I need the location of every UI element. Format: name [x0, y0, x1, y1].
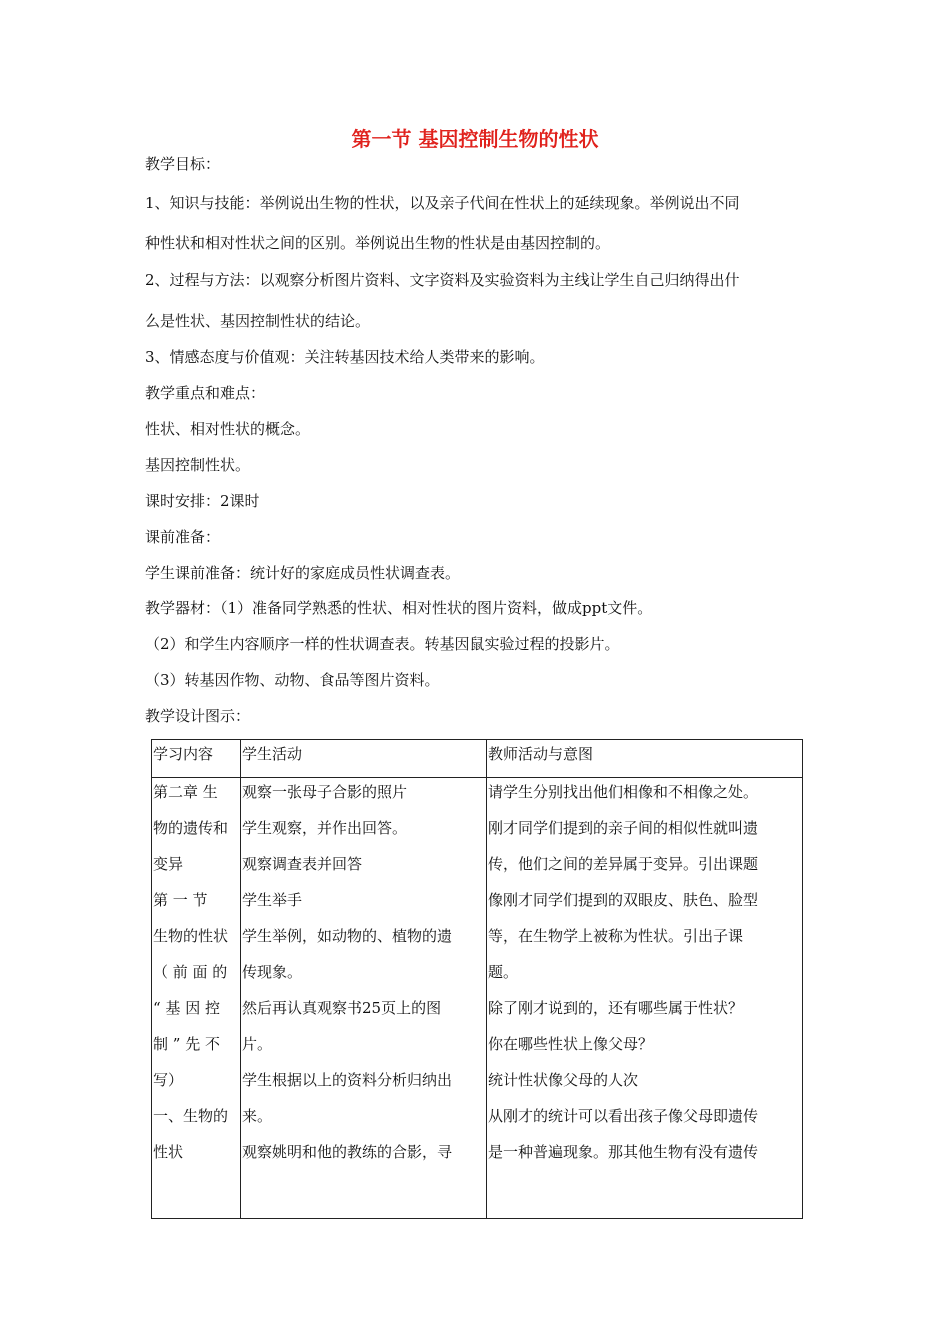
cell-line: “ 基 因 控	[153, 999, 220, 1017]
header-cell: 学习内容	[152, 740, 241, 778]
cell-line: （ 前 面 的	[153, 963, 228, 981]
teacher-activity-cell	[487, 778, 803, 1219]
cell-line: 性状	[153, 1143, 184, 1161]
cell-line: 生物的性状	[153, 927, 229, 945]
paragraph-line: 学生课前准备：统计好的家庭成员性状调查表。	[145, 564, 461, 582]
cell-line: 从刚才的统计可以看出孩子像父母即遗传	[488, 1107, 759, 1125]
cell-line: 刚才同学们提到的亲子间的相似性就叫遗	[488, 819, 759, 837]
cell-line: 观察一张母子合影的照片	[242, 783, 408, 801]
cell-line: 学生举手	[242, 891, 303, 909]
cell-line: 学生举例，如动物的、植物的遗	[242, 927, 453, 945]
paragraph-line: 种性状和相对性状之间的区别。举例说出生物的性状是由基因控制的。	[145, 234, 611, 252]
paragraph-line: 教学器材：（1）准备同学熟悉的性状、相对性状的图片资料，做成ppt文件。	[145, 599, 653, 617]
paragraph-line: （3）转基因作物、动物、食品等图片资料。	[145, 671, 440, 689]
heading-design: 教学设计图示：	[145, 707, 251, 725]
cell-line: 然后再认真观察书25页上的图	[242, 999, 442, 1017]
table-row	[152, 778, 803, 1219]
cell-line: 学生观察，并作出回答。	[242, 819, 408, 837]
paragraph-line: （2）和学生内容顺序一样的性状调查表。转基因鼠实验过程的投影片。	[145, 635, 620, 653]
heading-key-points: 教学重点和难点：	[145, 384, 266, 402]
paragraph-line: 么是性状、基因控制性状的结论。	[145, 312, 371, 330]
cell-line: 第二章 生	[153, 783, 218, 801]
cell-line: 制 ” 先 不	[153, 1035, 220, 1053]
table-header-row	[152, 740, 803, 778]
cell-line: 传，他们之间的差异属于变异。引出课题	[488, 855, 759, 873]
paragraph-line: 3、情感态度与价值观：关注转基因技术给人类带来的影响。	[145, 348, 545, 366]
header-cell: 学生活动	[241, 740, 487, 778]
cell-line: 观察调查表并回答	[242, 855, 363, 873]
paragraph-line: 1、知识与技能：举例说出生物的性状，以及亲子代间在性状上的延续现象。举例说出不同	[145, 194, 740, 212]
cell-line: 一、生物的	[153, 1107, 229, 1125]
cell-line: 像刚才同学们提到的双眼皮、肤色、脸型	[488, 891, 759, 909]
cell-line: 第 一 节	[153, 891, 208, 909]
paragraph-line: 基因控制性状。	[145, 456, 251, 474]
cell-line: 是一种普遍现象。那其他生物有没有遗传	[488, 1143, 759, 1161]
cell-line: 学生根据以上的资料分析归纳出	[242, 1071, 453, 1089]
cell-line: 除了刚才说到的，还有哪些属于性状？	[488, 999, 744, 1017]
cell-line: 请学生分别找出他们相像和不相像之处。	[488, 783, 759, 801]
paragraph-line: 课时安排：2课时	[145, 492, 260, 510]
teaching-design-table	[151, 739, 803, 1219]
student-activity-cell	[241, 778, 487, 1219]
paragraph-line: 性状、相对性状的概念。	[145, 420, 311, 438]
cell-line: 片。	[242, 1035, 273, 1053]
cell-line: 物的遗传和	[153, 819, 229, 837]
cell-line: 变异	[153, 855, 184, 873]
cell-line: 题。	[488, 963, 519, 981]
heading-objectives: 教学目标：	[145, 155, 221, 173]
paragraph-line: 2、过程与方法：以观察分析图片资料、文字资料及实验资料为主线让学生自己归纳得出什	[145, 271, 740, 289]
cell-line: 写）	[153, 1071, 184, 1089]
heading-preparation: 课前准备：	[145, 528, 221, 546]
learning-content-cell	[152, 778, 241, 1219]
header-cell: 教师活动与意图	[487, 740, 803, 778]
document-title: 第一节 基因控制生物的性状	[351, 127, 599, 151]
cell-line: 你在哪些性状上像父母？	[488, 1035, 654, 1053]
cell-line: 传现象。	[242, 963, 303, 981]
cell-line: 观察姚明和他的教练的合影，寻	[242, 1143, 453, 1161]
cell-line: 来。	[242, 1107, 273, 1125]
cell-line: 统计性状像父母的人次	[488, 1071, 639, 1089]
cell-line: 等，在生物学上被称为性状。引出子课	[488, 927, 744, 945]
